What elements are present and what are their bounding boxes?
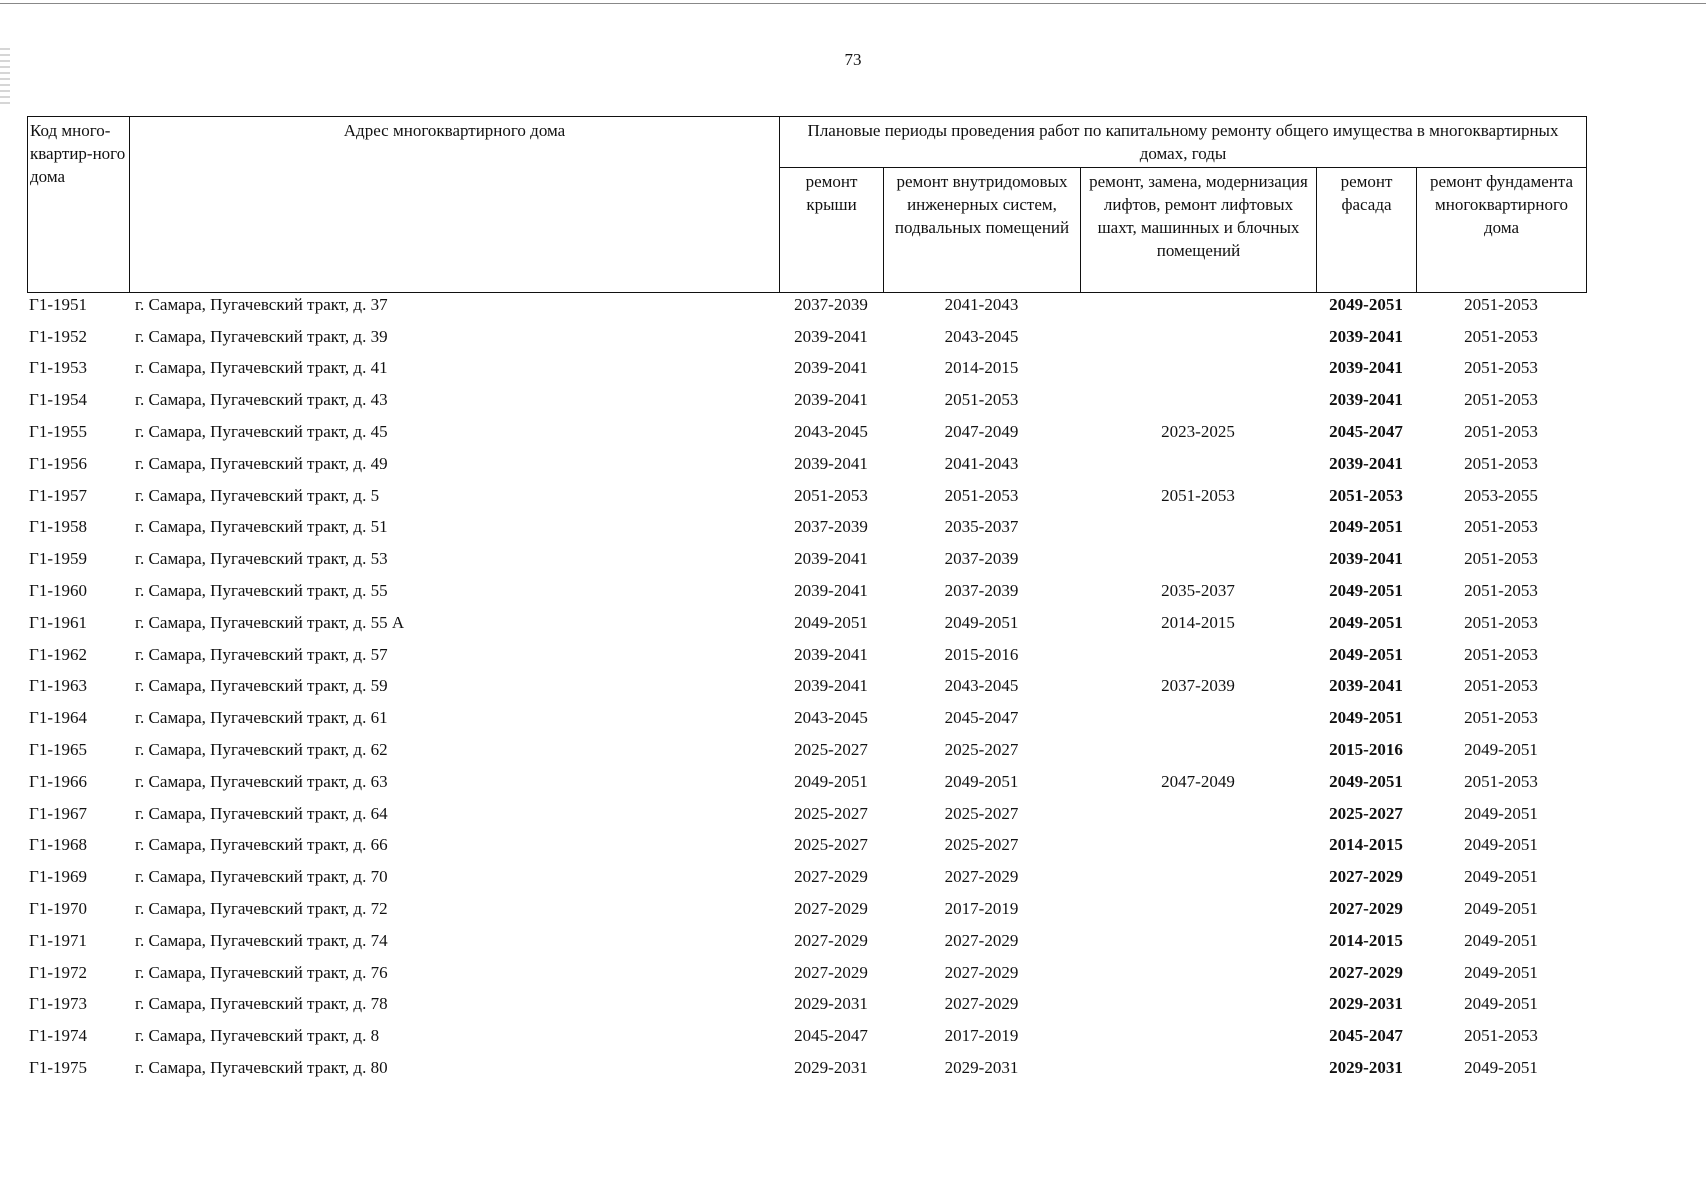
cell-engineering: 2041-2043 xyxy=(944,294,1019,314)
cell-code: Г1-1952 xyxy=(29,326,87,346)
cell-address: г. Самара, Пугачевский тракт, д. 70 xyxy=(135,867,388,887)
table-row xyxy=(27,830,1586,862)
cell-engineering: 2027-2029 xyxy=(944,994,1019,1014)
cell-elevators xyxy=(1080,448,1316,480)
cell-address: г. Самара, Пугачевский тракт, д. 78 xyxy=(135,994,388,1014)
table-row xyxy=(27,416,1586,448)
table-row xyxy=(27,989,1586,1021)
cell-code: Г1-1959 xyxy=(29,549,87,569)
cell-roof: 2039-2041 xyxy=(794,676,868,696)
cell-facade: 2039-2041 xyxy=(1329,453,1403,473)
table-row xyxy=(27,798,1586,830)
table-row xyxy=(27,1020,1586,1052)
table-header xyxy=(27,116,1587,293)
cell-elevators xyxy=(1080,798,1316,830)
cell-facade: 2015-2016 xyxy=(1329,740,1403,760)
cell-code: Г1-1953 xyxy=(29,358,87,378)
cell-roof: 2045-2047 xyxy=(794,1026,868,1046)
cell-elevators xyxy=(1080,1020,1316,1052)
cell-facade: 2014-2015 xyxy=(1329,930,1403,950)
cell-address: г. Самара, Пугачевский тракт, д. 63 xyxy=(135,771,388,791)
cell-engineering: 2017-2019 xyxy=(944,1026,1019,1046)
cell-foundation: 2049-2051 xyxy=(1464,930,1538,950)
cell-roof: 2027-2029 xyxy=(794,930,868,950)
table-row xyxy=(27,671,1586,703)
cell-roof: 2039-2041 xyxy=(794,549,868,569)
cell-elevators xyxy=(1080,702,1316,734)
cell-engineering: 2045-2047 xyxy=(944,708,1019,728)
cell-elevators xyxy=(1080,925,1316,957)
cell-roof: 2039-2041 xyxy=(794,453,868,473)
cell-engineering: 2037-2039 xyxy=(944,581,1019,601)
cell-elevators: 2035-2037 xyxy=(1161,581,1235,601)
cell-address: г. Самара, Пугачевский тракт, д. 57 xyxy=(135,644,388,664)
cell-code: Г1-1960 xyxy=(29,581,87,601)
cell-engineering: 2015-2016 xyxy=(944,644,1019,664)
cell-facade: 2049-2051 xyxy=(1329,517,1403,537)
cell-engineering: 2051-2053 xyxy=(944,390,1019,410)
table-row xyxy=(27,766,1586,798)
cell-address: г. Самара, Пугачевский тракт, д. 43 xyxy=(135,390,388,410)
cell-code: Г1-1962 xyxy=(29,644,87,664)
table-row xyxy=(27,861,1586,893)
cell-address: г. Самара, Пугачевский тракт, д. 51 xyxy=(135,517,388,537)
cell-foundation: 2051-2053 xyxy=(1464,581,1538,601)
cell-engineering: 2027-2029 xyxy=(944,930,1019,950)
cell-address: г. Самара, Пугачевский тракт, д. 49 xyxy=(135,453,388,473)
cell-foundation: 2051-2053 xyxy=(1464,517,1538,537)
cell-foundation: 2049-2051 xyxy=(1464,835,1538,855)
cell-roof: 2027-2029 xyxy=(794,867,868,887)
header-roof: ремонт крыши xyxy=(780,168,884,293)
cell-elevators xyxy=(1080,893,1316,925)
cell-facade: 2049-2051 xyxy=(1329,644,1403,664)
cell-roof: 2043-2045 xyxy=(794,708,868,728)
table-row xyxy=(27,734,1586,766)
cell-code: Г1-1964 xyxy=(29,708,87,728)
cell-elevators xyxy=(1080,289,1316,321)
cell-elevators: 2051-2053 xyxy=(1161,485,1235,505)
cell-roof: 2029-2031 xyxy=(794,1058,868,1078)
cell-facade: 2039-2041 xyxy=(1329,326,1403,346)
cell-engineering: 2025-2027 xyxy=(944,803,1019,823)
cell-foundation: 2051-2053 xyxy=(1464,771,1538,791)
cell-code: Г1-1956 xyxy=(29,453,87,473)
cell-facade: 2025-2027 xyxy=(1329,803,1403,823)
cell-engineering: 2025-2027 xyxy=(944,740,1019,760)
cell-address: г. Самара, Пугачевский тракт, д. 66 xyxy=(135,835,388,855)
cell-facade: 2049-2051 xyxy=(1329,771,1403,791)
cell-facade: 2049-2051 xyxy=(1329,708,1403,728)
cell-address: г. Самара, Пугачевский тракт, д. 39 xyxy=(135,326,388,346)
cell-code: Г1-1954 xyxy=(29,390,87,410)
cell-roof: 2049-2051 xyxy=(794,612,868,632)
cell-elevators: 2047-2049 xyxy=(1161,771,1235,791)
cell-facade: 2049-2051 xyxy=(1329,581,1403,601)
cell-elevators xyxy=(1080,512,1316,544)
cell-engineering: 2027-2029 xyxy=(944,962,1019,982)
cell-elevators xyxy=(1080,1052,1316,1084)
cell-code: Г1-1973 xyxy=(29,994,87,1014)
cell-address: г. Самара, Пугачевский тракт, д. 53 xyxy=(135,549,388,569)
cell-address: г. Самара, Пугачевский тракт, д. 55 А xyxy=(135,612,405,632)
cell-code: Г1-1966 xyxy=(29,771,87,791)
cell-facade: 2039-2041 xyxy=(1329,676,1403,696)
cell-facade: 2045-2047 xyxy=(1329,422,1403,442)
table-row xyxy=(27,639,1586,671)
cell-engineering: 2051-2053 xyxy=(944,485,1019,505)
cell-foundation: 2049-2051 xyxy=(1464,740,1538,760)
header-code: Код много-квартир-ного дома xyxy=(28,117,130,293)
cell-foundation: 2051-2053 xyxy=(1464,326,1538,346)
header-elevators: ремонт, замена, модернизация лифтов, ремонт лифтовых шахт, машинных и блочных помещений xyxy=(1081,168,1317,293)
cell-foundation: 2051-2053 xyxy=(1464,1026,1538,1046)
cell-address: г. Самара, Пугачевский тракт, д. 45 xyxy=(135,422,388,442)
cell-address: г. Самара, Пугачевский тракт, д. 41 xyxy=(135,358,388,378)
cell-facade: 2039-2041 xyxy=(1329,358,1403,378)
table-row xyxy=(27,480,1586,512)
cell-facade: 2029-2031 xyxy=(1329,1058,1403,1078)
cell-facade: 2049-2051 xyxy=(1329,612,1403,632)
cell-roof: 2051-2053 xyxy=(794,485,868,505)
cell-roof: 2043-2045 xyxy=(794,422,868,442)
cell-roof: 2049-2051 xyxy=(794,771,868,791)
cell-roof: 2039-2041 xyxy=(794,581,868,601)
cell-facade: 2045-2047 xyxy=(1329,1026,1403,1046)
cell-elevators xyxy=(1080,734,1316,766)
cell-address: г. Самара, Пугачевский тракт, д. 80 xyxy=(135,1058,388,1078)
cell-address: г. Самара, Пугачевский тракт, д. 8 xyxy=(135,1026,380,1046)
cell-code: Г1-1965 xyxy=(29,740,87,760)
cell-elevators xyxy=(1080,639,1316,671)
cell-address: г. Самара, Пугачевский тракт, д. 62 xyxy=(135,740,388,760)
cell-engineering: 2047-2049 xyxy=(944,422,1019,442)
cell-foundation: 2049-2051 xyxy=(1464,994,1538,1014)
table-row xyxy=(27,575,1586,607)
cell-engineering: 2027-2029 xyxy=(944,867,1019,887)
cell-foundation: 2051-2053 xyxy=(1464,676,1538,696)
cell-elevators: 2023-2025 xyxy=(1161,422,1235,442)
cell-facade: 2027-2029 xyxy=(1329,899,1403,919)
cell-roof: 2027-2029 xyxy=(794,899,868,919)
table-row xyxy=(27,893,1586,925)
cell-foundation: 2051-2053 xyxy=(1464,422,1538,442)
cell-code: Г1-1967 xyxy=(29,803,87,823)
cell-roof: 2025-2027 xyxy=(794,803,868,823)
cell-address: г. Самара, Пугачевский тракт, д. 55 xyxy=(135,581,388,601)
cell-elevators xyxy=(1080,353,1316,385)
cell-roof: 2039-2041 xyxy=(794,358,868,378)
cell-address: г. Самара, Пугачевский тракт, д. 64 xyxy=(135,803,388,823)
cell-roof: 2037-2039 xyxy=(794,294,868,314)
cell-address: г. Самара, Пугачевский тракт, д. 37 xyxy=(135,294,388,314)
cell-foundation: 2049-2051 xyxy=(1464,962,1538,982)
cell-foundation: 2051-2053 xyxy=(1464,549,1538,569)
cell-code: Г1-1970 xyxy=(29,899,87,919)
table-row xyxy=(27,607,1586,639)
cell-foundation: 2053-2055 xyxy=(1464,485,1538,505)
cell-code: Г1-1951 xyxy=(29,294,87,314)
cell-foundation: 2049-2051 xyxy=(1464,899,1538,919)
header-engineering: ремонт внутридомовых инженерных систем, подвальных помещений xyxy=(884,168,1081,293)
table-row xyxy=(27,512,1586,544)
cell-elevators: 2014-2015 xyxy=(1161,612,1235,632)
cell-roof: 2039-2041 xyxy=(794,390,868,410)
cell-foundation: 2051-2053 xyxy=(1464,358,1538,378)
cell-address: г. Самара, Пугачевский тракт, д. 74 xyxy=(135,930,388,950)
cell-code: Г1-1968 xyxy=(29,835,87,855)
table-row xyxy=(27,925,1586,957)
cell-foundation: 2051-2053 xyxy=(1464,390,1538,410)
cell-facade: 2039-2041 xyxy=(1329,390,1403,410)
table-row xyxy=(27,321,1586,353)
cell-facade: 2029-2031 xyxy=(1329,994,1403,1014)
cell-facade: 2049-2051 xyxy=(1329,294,1403,314)
cell-engineering: 2043-2045 xyxy=(944,326,1019,346)
header-address: Адрес многоквартирного дома xyxy=(130,117,780,293)
cell-engineering: 2025-2027 xyxy=(944,835,1019,855)
cell-address: г. Самара, Пугачевский тракт, д. 72 xyxy=(135,899,388,919)
top-rule xyxy=(0,3,1706,4)
cell-elevators xyxy=(1080,830,1316,862)
cell-engineering: 2035-2037 xyxy=(944,517,1019,537)
cell-engineering: 2014-2015 xyxy=(944,358,1019,378)
cell-code: Г1-1972 xyxy=(29,962,87,982)
cell-code: Г1-1957 xyxy=(29,485,87,505)
cell-facade: 2051-2053 xyxy=(1329,485,1403,505)
cell-address: г. Самара, Пугачевский тракт, д. 5 xyxy=(135,485,380,505)
cell-code: Г1-1955 xyxy=(29,422,87,442)
cell-facade: 2027-2029 xyxy=(1329,962,1403,982)
cell-foundation: 2051-2053 xyxy=(1464,644,1538,664)
cell-roof: 2039-2041 xyxy=(794,644,868,664)
cell-code: Г1-1971 xyxy=(29,930,87,950)
cell-code: Г1-1974 xyxy=(29,1026,87,1046)
cell-code: Г1-1969 xyxy=(29,867,87,887)
cell-address: г. Самара, Пугачевский тракт, д. 61 xyxy=(135,708,388,728)
table-row xyxy=(27,448,1586,480)
cell-engineering: 2029-2031 xyxy=(944,1058,1019,1078)
table-row xyxy=(27,384,1586,416)
table-row xyxy=(27,1052,1586,1084)
cell-elevators xyxy=(1080,384,1316,416)
cell-roof: 2037-2039 xyxy=(794,517,868,537)
header-periods-group: Плановые периоды проведения работ по капитальному ремонту общего имущества в многоквартирных домах, годы xyxy=(780,117,1587,168)
cell-foundation: 2049-2051 xyxy=(1464,803,1538,823)
cell-code: Г1-1963 xyxy=(29,676,87,696)
cell-elevators xyxy=(1080,957,1316,989)
cell-roof: 2025-2027 xyxy=(794,835,868,855)
cell-roof: 2039-2041 xyxy=(794,326,868,346)
page-number: 73 xyxy=(844,50,862,69)
cell-facade: 2027-2029 xyxy=(1329,867,1403,887)
cell-facade: 2039-2041 xyxy=(1329,549,1403,569)
table-row xyxy=(27,702,1586,734)
table-row xyxy=(27,353,1586,385)
cell-foundation: 2051-2053 xyxy=(1464,708,1538,728)
schedule-table xyxy=(27,289,1586,1084)
table-row xyxy=(27,957,1586,989)
cell-engineering: 2037-2039 xyxy=(944,549,1019,569)
cell-foundation: 2051-2053 xyxy=(1464,294,1538,314)
cell-roof: 2025-2027 xyxy=(794,740,868,760)
cell-engineering: 2049-2051 xyxy=(944,771,1019,791)
table-row xyxy=(27,289,1586,321)
cell-foundation: 2049-2051 xyxy=(1464,867,1538,887)
cell-foundation: 2051-2053 xyxy=(1464,453,1538,473)
cell-code: Г1-1975 xyxy=(29,1058,87,1078)
cell-foundation: 2051-2053 xyxy=(1464,612,1538,632)
cell-engineering: 2049-2051 xyxy=(944,612,1019,632)
cell-elevators: 2037-2039 xyxy=(1161,676,1235,696)
table-row xyxy=(27,543,1586,575)
cell-engineering: 2041-2043 xyxy=(944,453,1019,473)
cell-foundation: 2049-2051 xyxy=(1464,1058,1538,1078)
cell-elevators xyxy=(1080,321,1316,353)
cell-address: г. Самара, Пугачевский тракт, д. 76 xyxy=(135,962,388,982)
cell-code: Г1-1958 xyxy=(29,517,87,537)
cell-roof: 2027-2029 xyxy=(794,962,868,982)
cell-elevators xyxy=(1080,543,1316,575)
cell-engineering: 2043-2045 xyxy=(944,676,1019,696)
cell-elevators xyxy=(1080,989,1316,1021)
cell-address: г. Самара, Пугачевский тракт, д. 59 xyxy=(135,676,388,696)
cell-engineering: 2017-2019 xyxy=(944,899,1019,919)
cell-facade: 2014-2015 xyxy=(1329,835,1403,855)
header-facade: ремонт фасада xyxy=(1317,168,1417,293)
header-foundation: ремонт фундамента многоквартирного дома xyxy=(1417,168,1587,293)
cell-code: Г1-1961 xyxy=(29,612,87,632)
cell-roof: 2029-2031 xyxy=(794,994,868,1014)
cell-elevators xyxy=(1080,861,1316,893)
